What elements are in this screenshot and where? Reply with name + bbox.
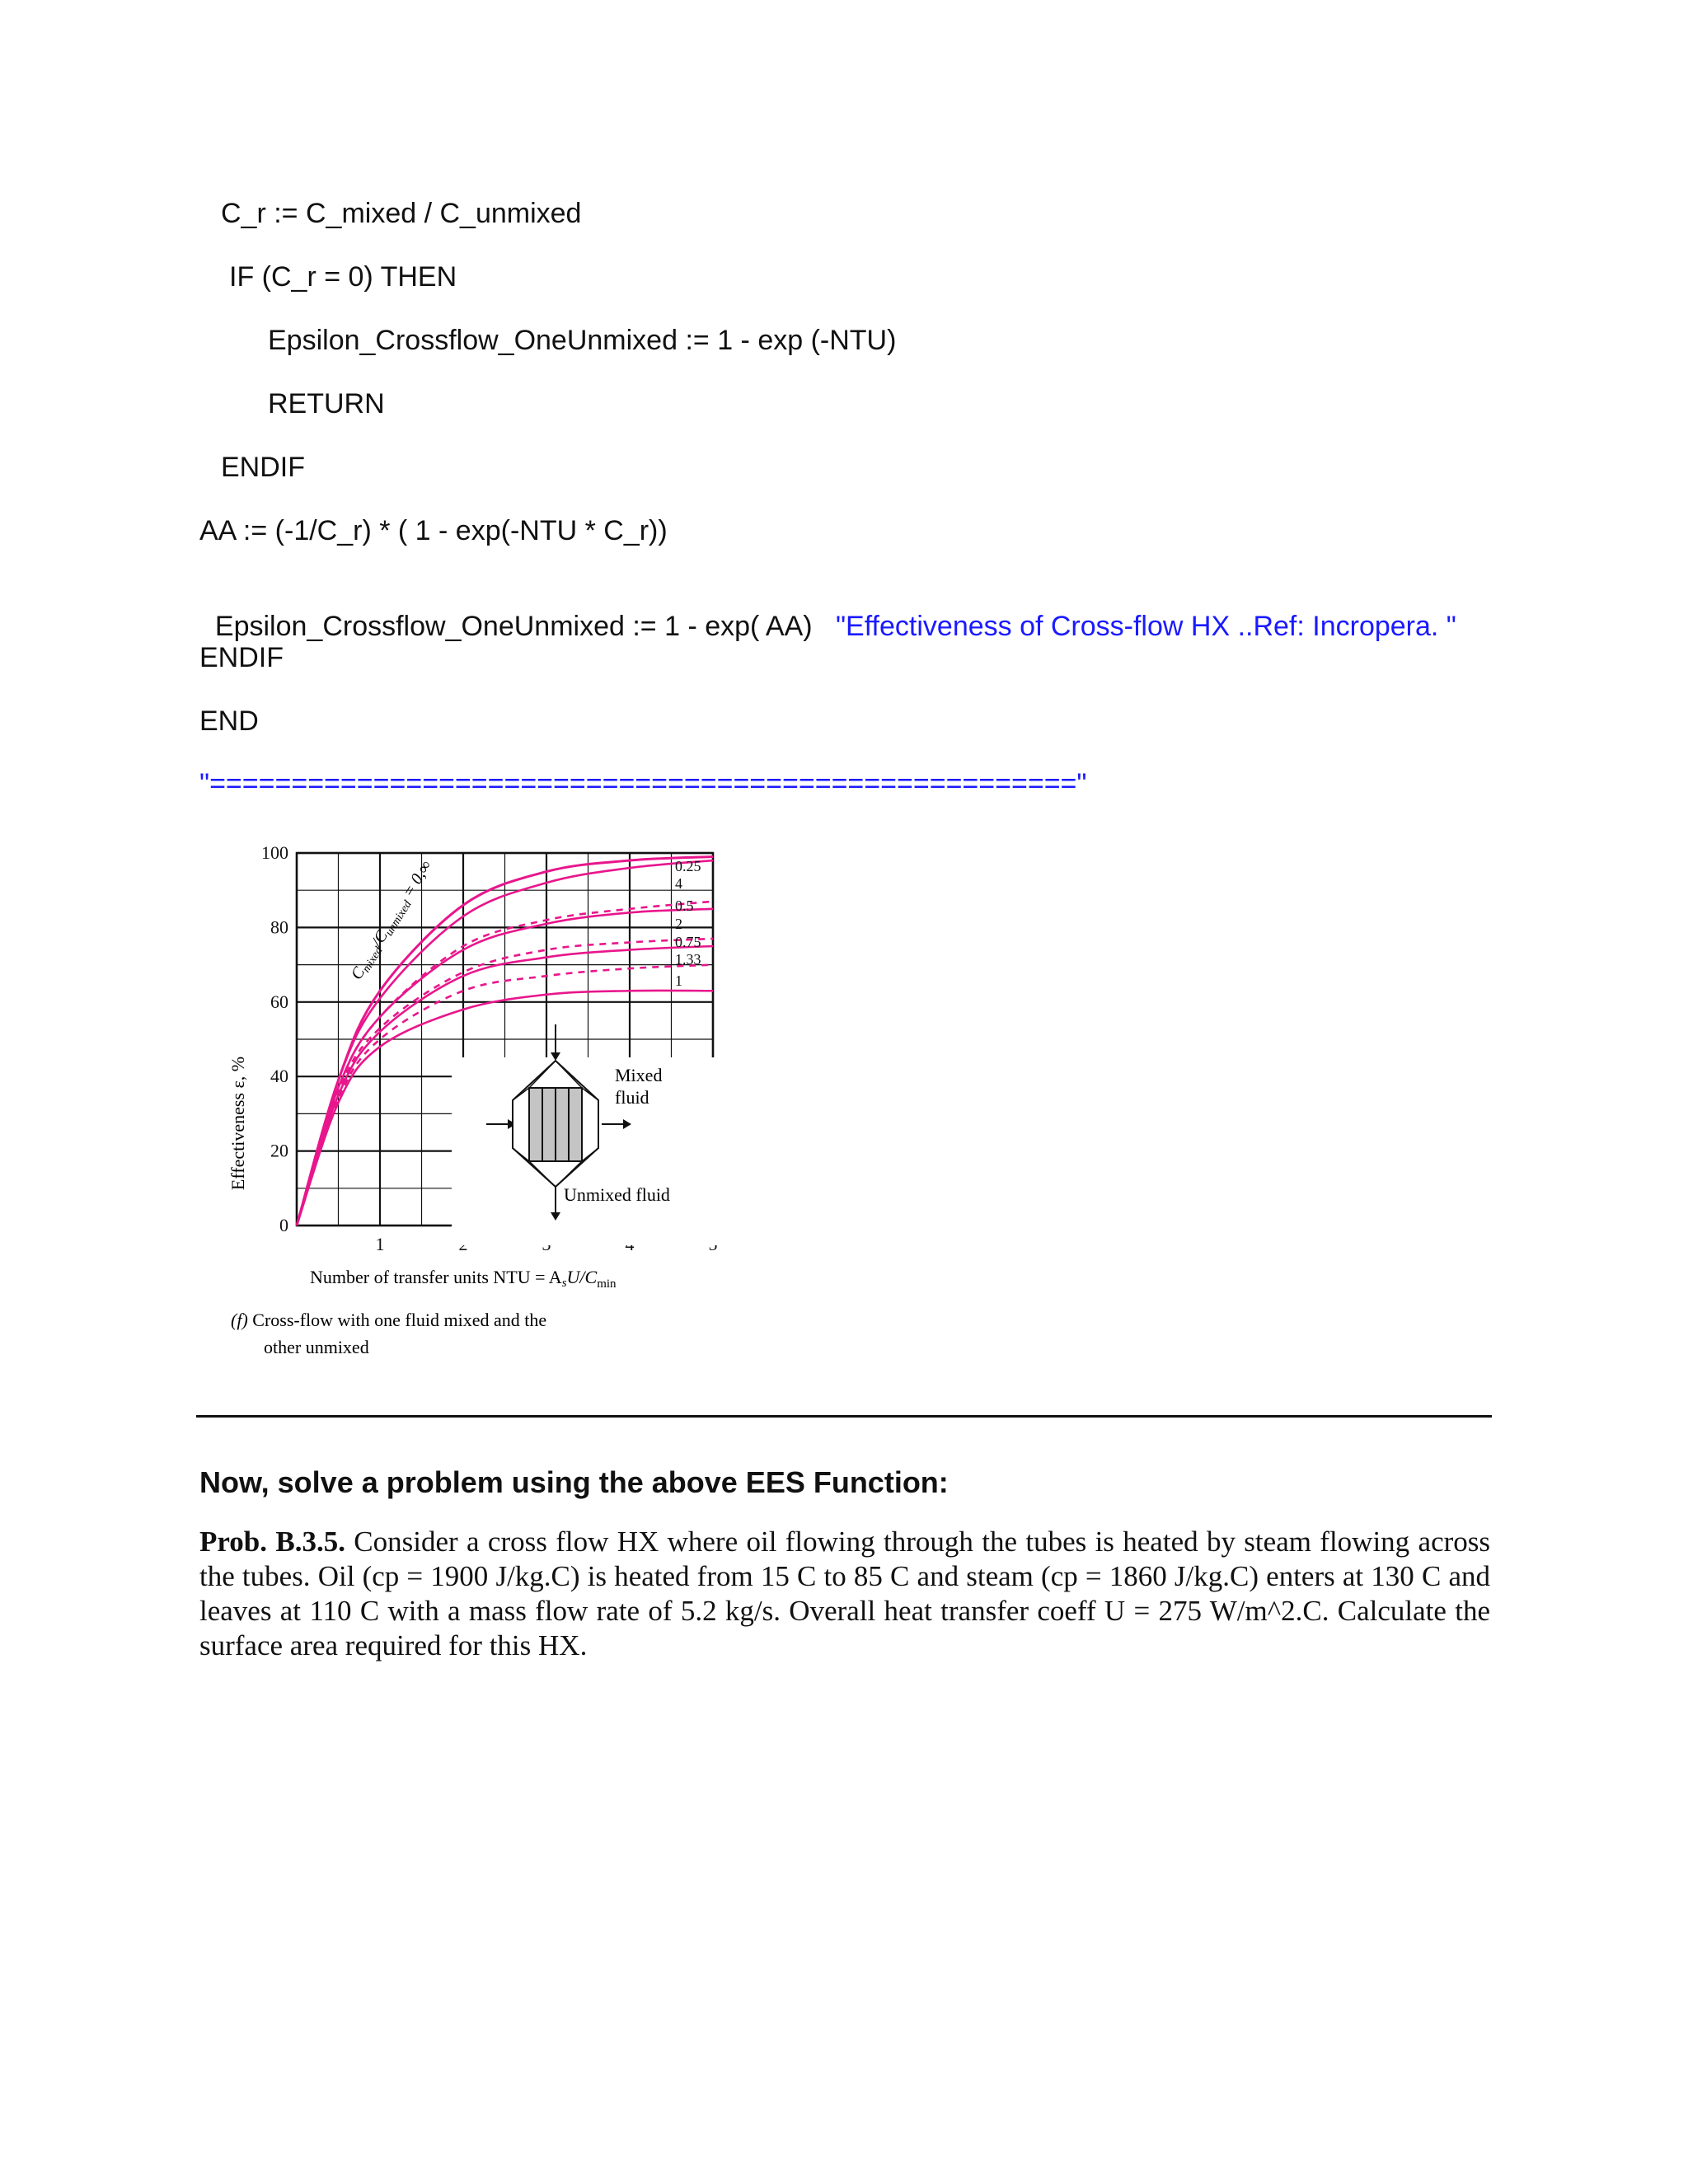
series-label-0.25: 0.25 bbox=[675, 858, 701, 874]
effectiveness-chart-figure bbox=[223, 837, 725, 1385]
code-line-aa: AA := (-1/C_r) * ( 1 - exp(-NTU * C_r)) bbox=[199, 515, 668, 546]
effectiveness-chart bbox=[223, 837, 725, 1385]
mixed-fluid-label: Mixed bbox=[615, 1065, 663, 1085]
series-label-1.33: 1.33 bbox=[675, 951, 701, 968]
series-label-0.75: 0.75 bbox=[675, 934, 701, 950]
code-line-return: RETURN bbox=[268, 388, 385, 419]
section-divider bbox=[196, 1415, 1492, 1418]
figure-caption-line2: other unmixed bbox=[264, 1337, 369, 1357]
series-label-1: 1 bbox=[675, 972, 682, 989]
x-axis-label: Number of transfer units NTU = AsU/$C_{min}$ bbox=[310, 1267, 617, 1291]
code-epsilon-expression: Epsilon_Crossflow_OneUnmixed := 1 - exp( AA) bbox=[214, 611, 813, 642]
problem-statement bbox=[199, 1525, 1490, 1663]
problem-text: Consider a cross flow HX where oil flowing through the tubes is heated by steam flowing across the tubes. Oil (cp = 1900 J/kg.C) is heated from 15 C to 85 C and steam (cp = 1860 J/kg.C) enters at 130 C and leaves at 110 C with a mass flow rate of 5.2 kg/s. Overall heat transfer coeff U = 275 W/m^2.C. Calculate the surface area required for this HX. bbox=[199, 1526, 1490, 1661]
code-line-endif: ENDIF bbox=[199, 642, 284, 673]
code-line-cr: C_r := C_mixed / C_unmixed bbox=[221, 198, 582, 229]
section-heading: Now, solve a problem using the above EES Function: bbox=[199, 1465, 949, 1499]
code-line-end: END bbox=[199, 705, 259, 737]
series-label-4: 4 bbox=[675, 875, 682, 892]
crossflow-schematic bbox=[452, 1024, 725, 1245]
y-axis-label: Effectiveness ε, % bbox=[227, 1056, 248, 1191]
series-label-2: 2 bbox=[675, 916, 682, 932]
y-tick-label: 80 bbox=[270, 916, 288, 938]
code-separator: "=====================================================" bbox=[199, 768, 1087, 799]
curve-parameter-label: $C_{mixed}/C_{unmixed} = 0,\infty$ bbox=[347, 857, 436, 983]
unmixed-fluid-label: Unmixed fluid bbox=[564, 1184, 670, 1205]
figure-caption: (f) Cross-flow with one fluid mixed and the bbox=[231, 1310, 547, 1330]
series-label-0.5: 0.5 bbox=[675, 898, 694, 914]
code-line-epsilon-zero: Epsilon_Crossflow_OneUnmixed := 1 - exp (-NTU) bbox=[268, 325, 897, 356]
problem-label: Prob. B.3.5. bbox=[199, 1526, 345, 1558]
x-tick-label: 1 bbox=[375, 1234, 385, 1254]
y-tick-label: 100 bbox=[261, 842, 288, 863]
chart-series-labels bbox=[675, 858, 701, 989]
y-tick-label: 60 bbox=[270, 991, 288, 1012]
code-line-epsilon bbox=[199, 579, 1456, 643]
y-tick-label: 0 bbox=[279, 1215, 288, 1235]
code-comment: "Effectiveness of Cross-flow HX ..Ref: Incropera. " bbox=[835, 611, 1456, 642]
y-tick-label: 40 bbox=[270, 1066, 288, 1087]
code-line-if: IF (C_r = 0) THEN bbox=[229, 261, 457, 293]
code-line-endif-inner: ENDIF bbox=[221, 452, 305, 483]
y-tick-label: 20 bbox=[270, 1140, 288, 1161]
mixed-fluid-label-2: fluid bbox=[615, 1087, 649, 1108]
